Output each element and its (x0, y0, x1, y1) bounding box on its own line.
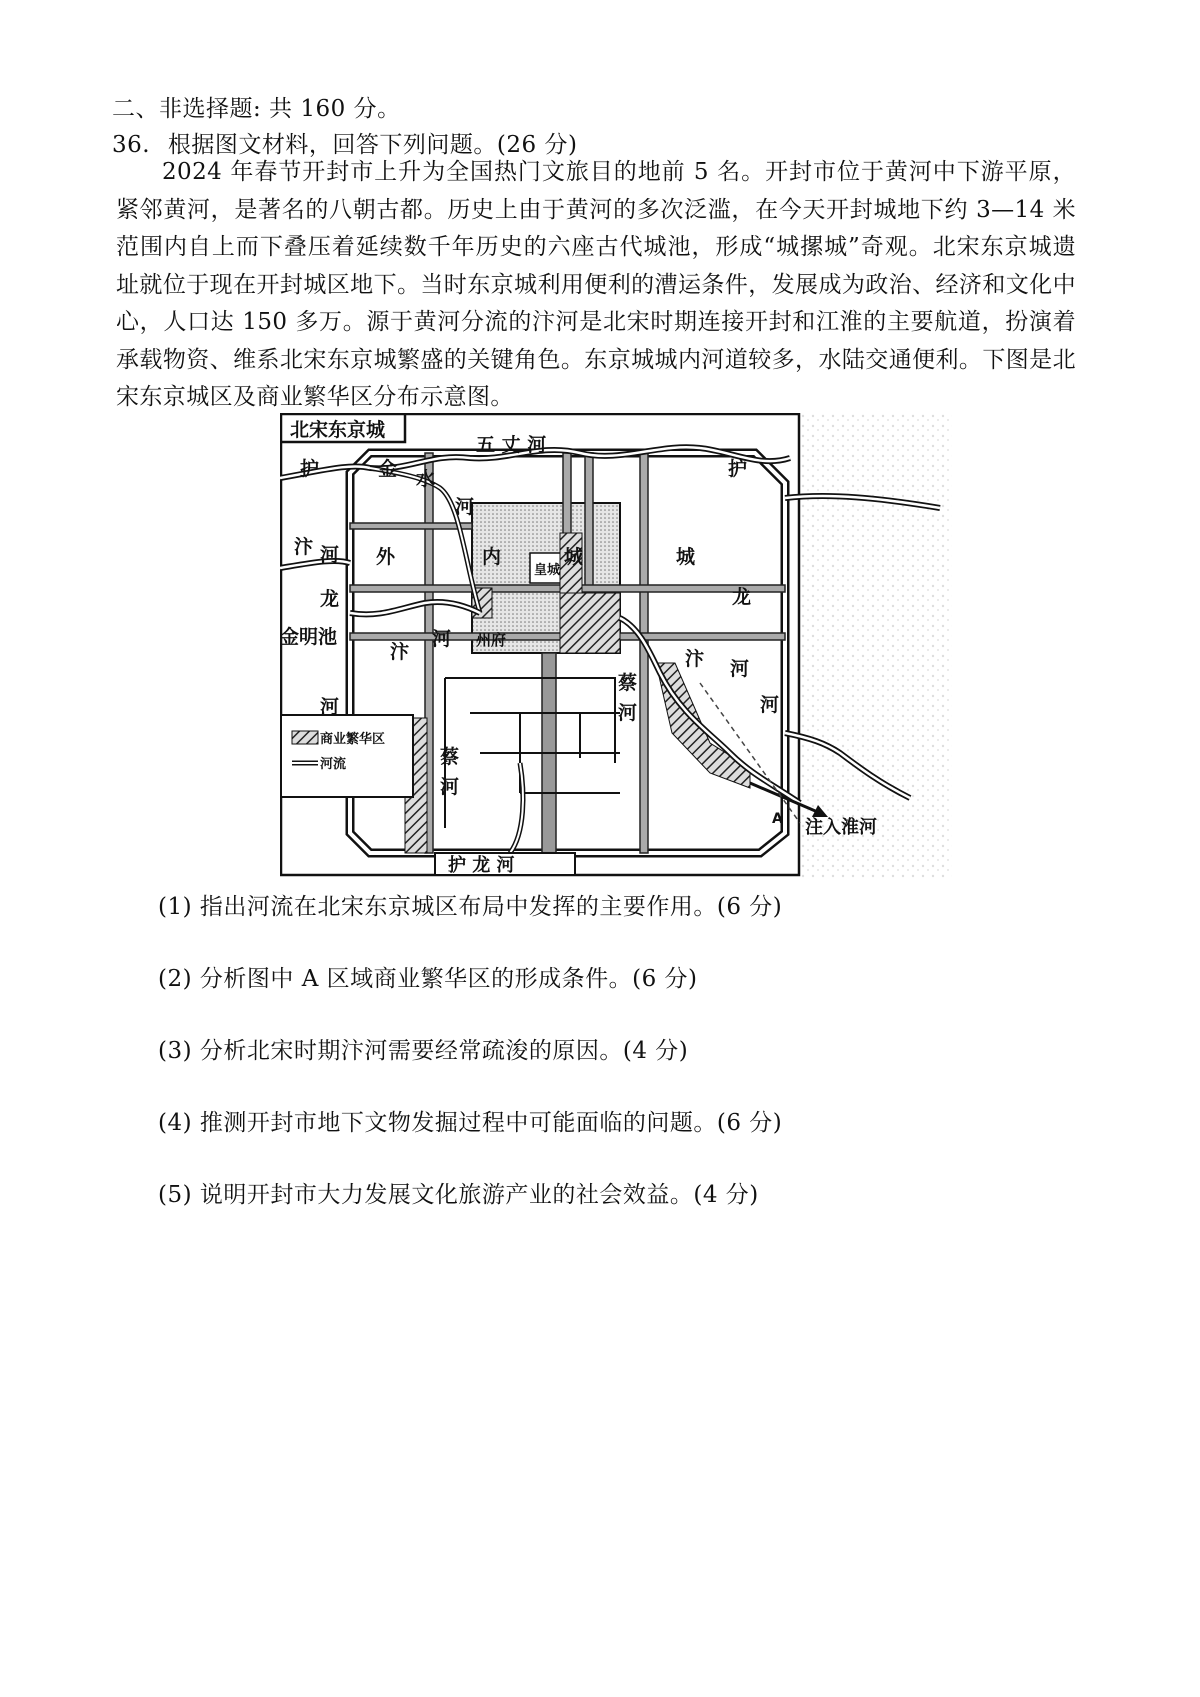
label-he-mid: 河 (432, 628, 452, 650)
legend-hatch-swatch (292, 731, 318, 744)
label-cai-right-2: 河 (618, 702, 638, 724)
label-wuzhang: 五 丈 河 (476, 434, 547, 456)
label-jin: 金 (378, 458, 398, 480)
label-bottom-river: 护 龙 河 (448, 855, 515, 876)
legend-box (281, 715, 413, 797)
label-cai-left-2: 河 (440, 776, 460, 798)
label-shui: 水 (416, 468, 436, 490)
label-wai: 外 (376, 546, 396, 568)
label-cai-right-1: 蔡 (618, 672, 638, 694)
map-svg (280, 413, 952, 879)
label-outflow: 注入淮河 (805, 817, 877, 838)
label-he-right-2: 河 (760, 694, 780, 716)
label-cheng-inner: 城 (564, 546, 584, 568)
label-nei: 内 (482, 546, 502, 568)
legend-river-label: 河流 (320, 757, 347, 772)
label-area-a: A (772, 811, 783, 827)
label-bian-left-1: 汴 (294, 536, 314, 558)
map-figure (280, 413, 952, 879)
label-cheng-outer: 城 (676, 546, 696, 568)
sub-question-1: (1) 指出河流在北宋东京城区布局中发挥的主要作用。(6 分) (158, 894, 783, 920)
label-bian-left-2: 河 (320, 544, 340, 566)
sub-question-3: (3) 分析北宋时期汴河需要经常疏浚的原因。(4 分) (158, 1038, 689, 1064)
label-he-left-bottom: 河 (320, 696, 340, 718)
sub-question-4: (4) 推测开封市地下文物发掘过程中可能面临的问题。(6 分) (158, 1110, 783, 1136)
question-instruction: 根据图文材料，回答下列问题。(26 分) (167, 132, 578, 158)
sub-question-2: (2) 分析图中 A 区域商业繁华区的形成条件。(6 分) (158, 966, 698, 992)
sub-question-5: (5) 说明开封市大力发展文化旅游产业的社会效益。(4 分) (158, 1182, 759, 1208)
label-long-left: 龙 (320, 588, 340, 610)
label-hu-right: 护 (728, 458, 748, 480)
question-number: 36. (112, 132, 151, 158)
label-jinmingchi: 金明池 (280, 626, 338, 648)
label-hu-left: 护 (300, 458, 320, 480)
label-he-right-1: 河 (730, 658, 750, 680)
label-bian-right: 汴 (685, 648, 705, 670)
label-zhoufu: 州府 (476, 631, 507, 649)
label-huangcheng: 皇城 (534, 563, 561, 578)
map-title: 北宋东京城 (290, 419, 386, 441)
label-he-jinshui: 河 (455, 496, 475, 518)
label-bian-mid: 汴 (390, 641, 410, 663)
label-cai-left-1: 蔡 (440, 746, 460, 768)
label-long-right: 龙 (732, 586, 752, 608)
section-heading: 二、非选择题: 共 160 分。 (112, 96, 401, 122)
legend-commercial-label: 商业繁华区 (320, 732, 386, 747)
passage: 2024 年春节开封市上升为全国热门文旅目的地前 5 名。开封市位于黄河中下游平原，紧邻黄河，是著名的八朝古都。历史上由于黄河的多次泛滥，在今天开封城地下约 3—14 米范围内自上而下叠压着延续数千年历史的六座古代城池，形成“城摞城”奇观。北宋东京城遗址就位于现在开封城区地下。当时东京城利用便利的漕运条件，发展成为政治、经济和文化中心，人口达 150 多万。源于黄河分流的汴河是北宋时期连接开封和江淮的主要航道，扮演着承载物资、维系北宋东京城繁盛的关键角色。东京城城内河道较多，水陆交通便利。下图是北宋东京城区及商业繁华区分布示意图。 (116, 159, 1076, 410)
